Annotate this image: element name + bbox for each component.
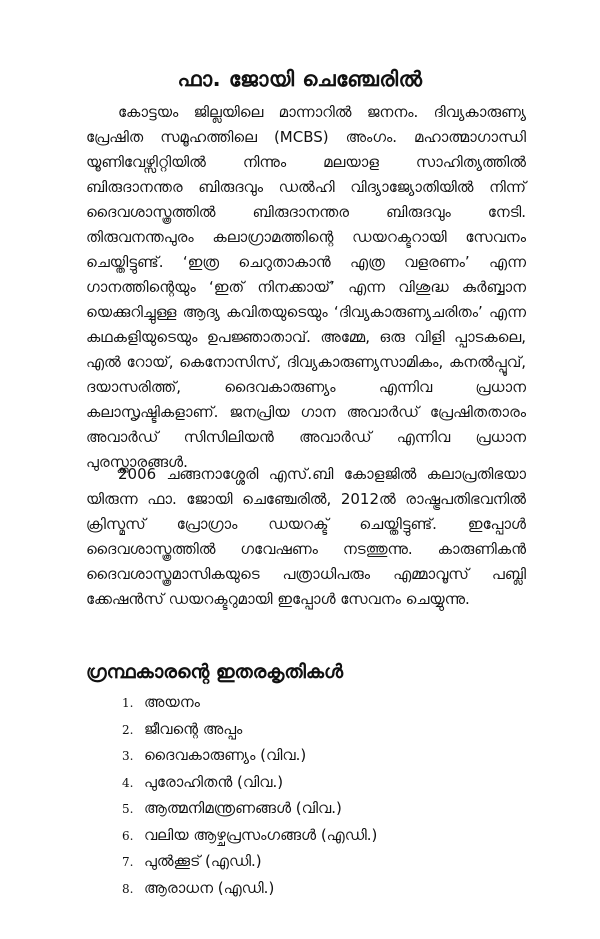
list-item-title: പുരോഹിതൻ (വിവ.) bbox=[144, 772, 284, 791]
list-item bbox=[122, 770, 377, 797]
list-item bbox=[122, 849, 377, 876]
list-item bbox=[122, 690, 377, 717]
list-item-title: അയനം bbox=[144, 693, 200, 711]
other-works-heading: ഗ്രന്ഥകാരന്റെ ഇതരകൃതികൾ bbox=[86, 661, 344, 683]
list-item-title: ദൈവകാരുണ്യം (വിവ.) bbox=[144, 746, 307, 764]
list-item bbox=[122, 876, 377, 903]
list-item-title: വലിയ ആഴ്ചപ്രസംഗങ്ങൾ (എഡി.) bbox=[144, 825, 378, 844]
list-item-title: പുൽക്കൂട് (എഡി.) bbox=[144, 852, 262, 870]
list-item-number: 3. bbox=[122, 749, 134, 763]
list-item-title: ജീവന്റെ അപ്പം bbox=[144, 719, 243, 738]
list-item bbox=[122, 796, 377, 823]
list-item-number: 8. bbox=[122, 881, 134, 896]
other-works-list bbox=[122, 690, 377, 902]
list-item bbox=[122, 823, 377, 850]
list-item-number: 4. bbox=[122, 775, 134, 790]
author-name-heading: ഫാ. ജോയി ചെഞ്ചേരിൽ bbox=[177, 67, 423, 91]
list-item-number: 2. bbox=[122, 722, 134, 737]
list-item-number: 5. bbox=[122, 802, 134, 816]
list-item-number: 1. bbox=[122, 696, 134, 710]
biography-paragraph: കോട്ടയം ജില്ലയിലെ മാന്നാറിൽ ജനനം. ദിവ്യകാരുണ്യ പ്രേഷിത സമൂഹത്തിലെ (MCBS) അംഗം. മഹാത്മാഗാന്ധി യൂണിവേഴ്സിറ്റിയിൽ നിന്നും മലയാള സാഹിത്യത്തിൽ ബിരുദാനന്തര ബിരുദവും ഡൽഹി വിദ്യാജ്യോതിയിൽ നിന്ന് ദൈവശാസ്ത്രത്തിൽ ബിരുദാനന്തര ബിരുദവും നേടി. തിരുവനന്തപുരം കലാഗ്രാമത്തിന്റെ ഡയറക്ടറായി സേവനം ചെയ്തിട്ടുണ്ട്. ‘ഇത്ര ചെറുതാകാൻ എത്ര വളരണം’ എന്ന ഗാനത്തിന്റെയും ‘ഇത് നിനക്കായ്’ എന്ന വിശുദ്ധ കുർബ്ബാന യെക്കുറിച്ചുള്ള ആദ്യ കവിതയുടെയും ‘ദിവ്യകാരുണ്യചരിതം’ എന്ന കഥകളിയുടെയും ഉപജ്ഞാതാവ്. അമ്മേ, ഒരു വിളി പ്പാടകലെ, എൽ റോയ്, കെനോസിസ്, ദിവ്യകാരുണ്യസാമികം, കനൽപ്പൂവ്, ദയാസരിത്ത്, ദൈവകാരുണ്യം എന്നിവ പ്രധാന കലാസൃഷ്ടികളാണ്. ജനപ്രിയ ഗാന അവാർഡ് പ്രേഷിതതാരം അവാർഡ് സിസിലിയൻ അവാർഡ് എന്നിവ പ്രധാന പുരസ്ക്കാരങ്ങൾ. bbox=[86, 103, 526, 471]
list-item-title: ആരാധന (എഡി.) bbox=[144, 878, 275, 897]
list-item-number: 7. bbox=[122, 855, 134, 869]
biography-paragraph: 2006 ചങ്ങനാശ്ശേരി എസ്.ബി കോളജിൽ കലാപ്രതിഭയാ യിരുന്ന ഫാ. ജോയി ചെഞ്ചേരിൽ, 2012ൽ രാഷ്ട്രപതിഭവനിൽ ക്രിസ്മസ് പ്രോഗ്രാം ഡയറക്ട് ചെയ്തിട്ടുണ്ട്. ഇപ്പോൾ ദൈവശാസ്ത്രത്തിൽ ഗവേഷണം നടത്തുന്നു. കാരുണികൻ ദൈവശാസ്ത്രമാസികയുടെ പത്രാധിപരും എമ്മാവൂസ് പബ്ലി ക്കേഷൻസ് ഡയറക്ടറുമായി ഇപ്പോൾ സേവനം ചെയ്യുന്നു. bbox=[86, 465, 526, 608]
list-item bbox=[122, 717, 377, 744]
list-item-number: 6. bbox=[122, 828, 134, 843]
list-item bbox=[122, 743, 377, 770]
list-item-title: ആത്മനിമന്ത്രണങ്ങൾ (വിവ.) bbox=[144, 799, 342, 817]
